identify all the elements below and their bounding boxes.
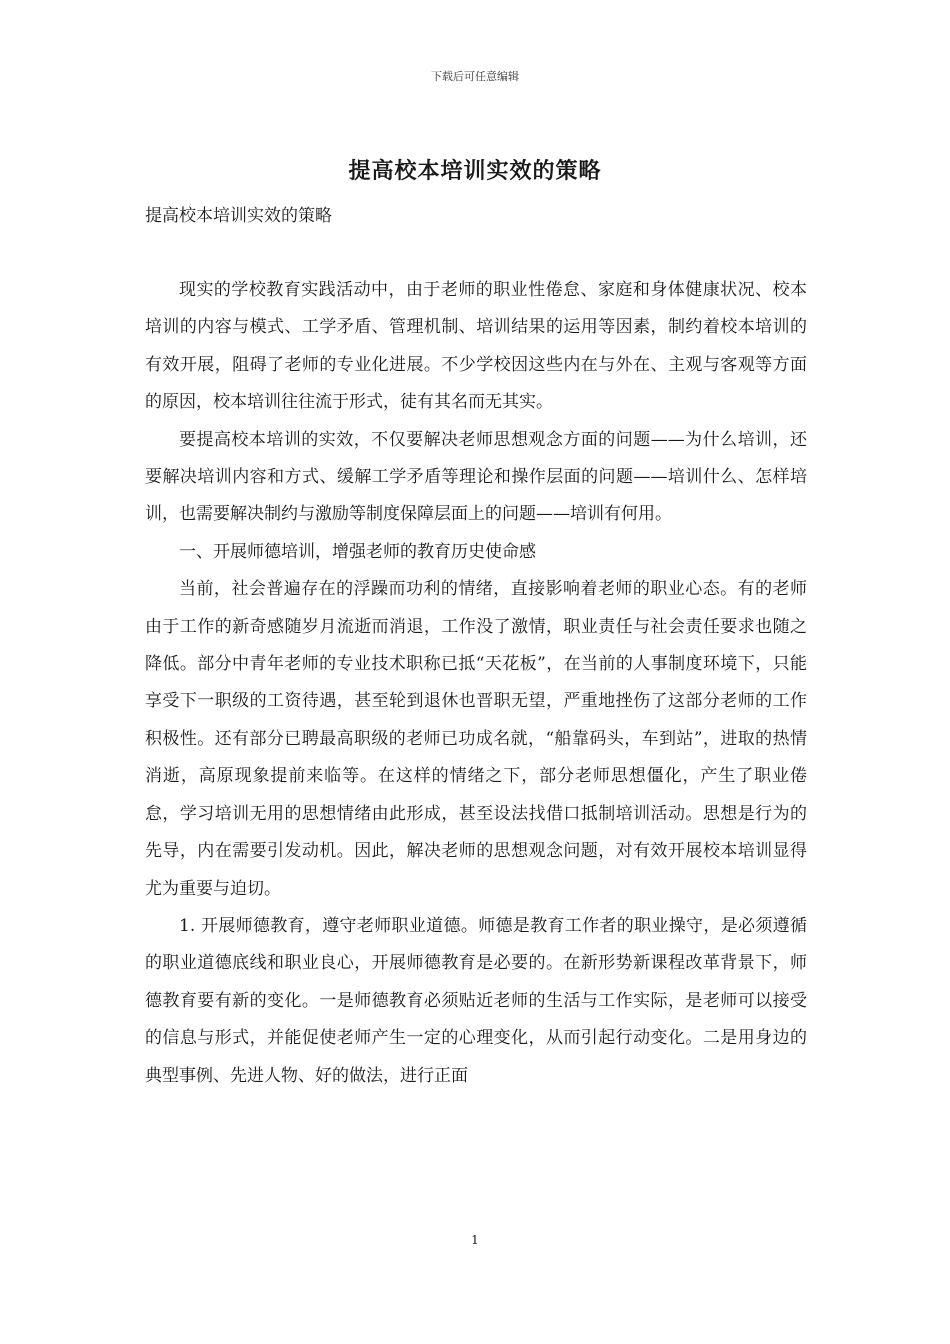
paragraph: 要提高校本培训的实效，不仅要解决老师思想观念方面的问题——为什么培训，还要解决培训内容和方式、缓解工学矛盾等理论和操作层面的问题——培训什么、怎样培训，也需要解决制约与激励等制度保障层面上的问题——培训有何用。 xyxy=(145,429,807,525)
document-body xyxy=(145,272,807,1095)
paragraph: 现实的学校教育实践活动中，由于老师的职业性倦怠、家庭和身体健康状况、校本培训的内容与模式、工学矛盾、管理机制、培训结果的运用等因素，制约着校本培训的有效开展，阻碍了老师的专业化进展。不少学校因这些内在与外在、主观与客观等方面的原因，校本培训往往流于形式，徒有其名而无其实。 xyxy=(145,280,807,413)
paragraph: 1. 开展师德教育，遵守老师职业道德。师德是教育工作者的职业操守，是必须遵循的职业道德底线和职业良心，开展师德教育是必要的。在新形势新课程改革背景下，师德教育要有新的变化。一是师德教育必须贴近老师的生活与工作实际，是老师可以接受的信息与形式，并能促使老师产生一定的心理变化，从而引起行动变化。二是用身边的典型事例、先进人物、好的做法，进行正面 xyxy=(145,915,807,1086)
paragraph: 当前，社会普遍存在的浮躁而功利的情绪，直接影响着老师的职业心态。有的老师由于工作的新奇感随岁月流逝而消退，工作没了激情，职业责任与社会责任要求也随之降低。部分中青年老师的专业技术职称已抵“天花板”，在当前的人事制度环境下，只能享受下一职级的工资待遇，甚至轮到退休也晋职无望，严重地挫伤了这部分老师的工作积极性。还有部分已聘最高职级的老师已功成名就，“船靠码头，车到站”，进取的热情消逝，高原现象提前来临等。在这样的情绪之下，部分老师思想僵化，产生了职业倦怠，学习培训无用的思想情绪由此形成，甚至设法找借口抵制培训活动。思想是行为的先导，内在需要引发动机。因此，解决老师的思想观念问题，对有效开展校本培训显得尤为重要与迫切。 xyxy=(145,579,807,899)
section-heading: 一、开展师德培训，增强老师的教育历史使命感 xyxy=(179,541,536,562)
page-number: 1 xyxy=(471,1233,479,1247)
document-title: 提高校本培训实效的策略 xyxy=(348,158,602,184)
document-subtitle: 提高校本培训实效的策略 xyxy=(145,206,332,226)
page-header: 下载后可任意编辑 xyxy=(431,70,519,83)
